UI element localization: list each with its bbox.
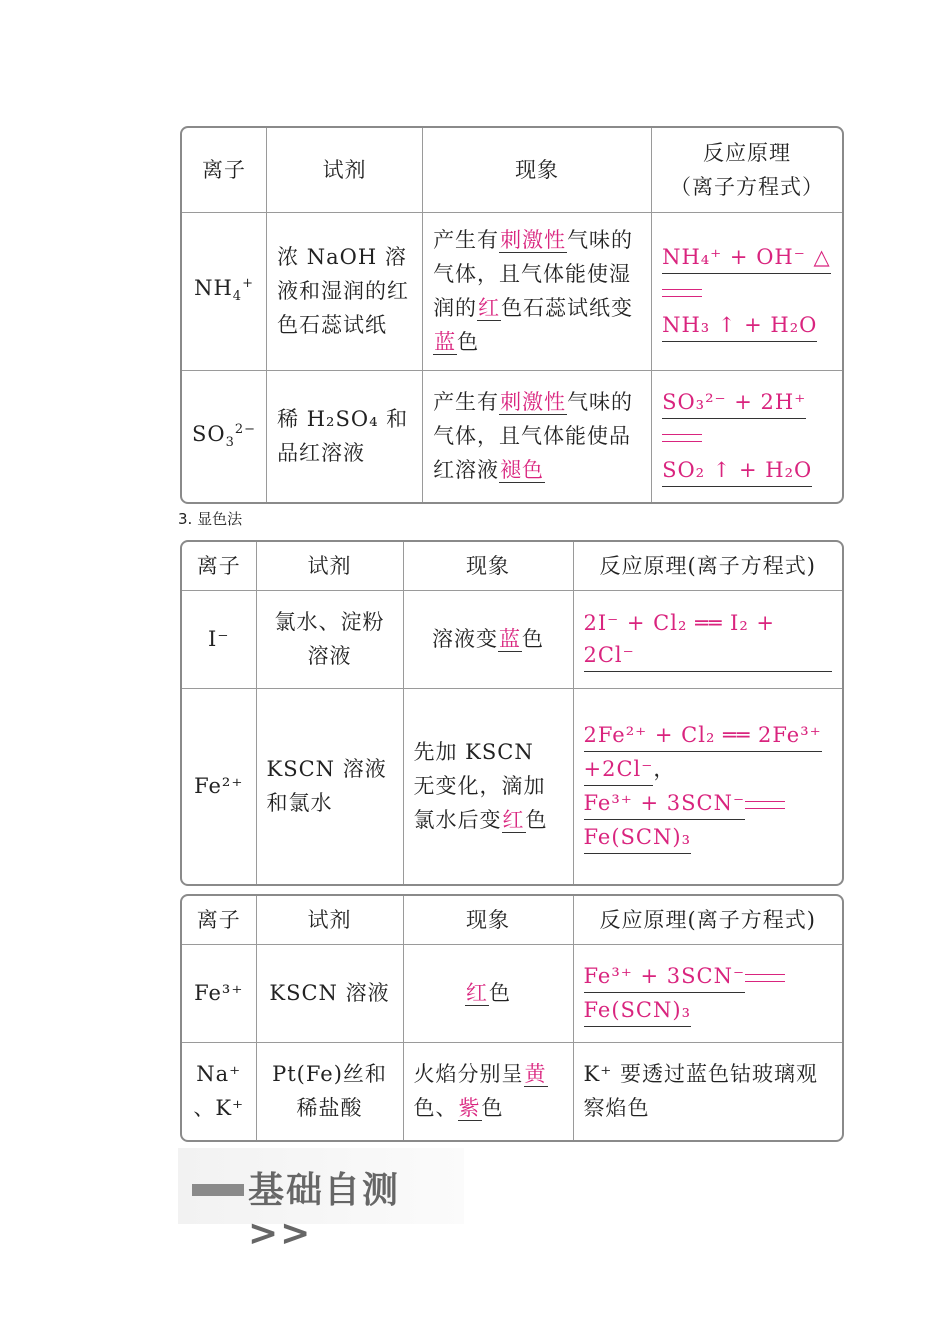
reagent-cell: Pt(Fe)丝和稀盐酸 xyxy=(256,1042,403,1140)
reagent-cell: KSCN 溶液 xyxy=(256,944,403,1042)
header-phenomenon: 现象 xyxy=(423,128,652,212)
equation-cell: NH₄⁺ + OH⁻ △ NH₃ ↑ + H₂O xyxy=(652,212,842,370)
phenomenon-cell: 先加 KSCN 无变化，滴加氯水后变红色 xyxy=(403,688,573,884)
ion-cell: Fe²⁺ xyxy=(182,688,256,884)
banner-bar xyxy=(192,1184,244,1196)
table-row xyxy=(182,1042,842,1140)
equation-cell: Fe³⁺ + 3SCN⁻ Fe(SCN)₃ xyxy=(573,944,842,1042)
note-cell: K⁺ 要透过蓝色钴玻璃观察焰色 xyxy=(573,1042,842,1140)
equation-cell: 2I⁻ + Cl₂ ══ I₂ + 2Cl⁻ xyxy=(573,590,842,688)
header-ion: 离子 xyxy=(182,896,256,944)
phenomenon-cell: 产生有刺激性气味的气体，且气体能使湿润的红色石蕊试纸变蓝色 xyxy=(423,212,652,370)
table-row xyxy=(182,688,842,884)
table-color-method xyxy=(180,540,844,886)
header-ion: 离子 xyxy=(182,542,256,590)
phenomenon-cell: 红色 xyxy=(403,944,573,1042)
header-reagent: 试剂 xyxy=(256,542,403,590)
phenomenon-cell: 溶液变蓝色 xyxy=(403,590,573,688)
header-reagent: 试剂 xyxy=(256,896,403,944)
ion-cell: Na⁺ 、K⁺ xyxy=(182,1042,256,1140)
ion-cell: Fe³⁺ xyxy=(182,944,256,1042)
ion-cell: $SO_3^{2-}$ xyxy=(182,370,267,502)
table-header-row xyxy=(182,128,842,212)
equation-cell: 2Fe²⁺ + Cl₂ ══ 2Fe³⁺ +2Cl⁻， Fe³⁺ + 3SCN⁻ Fe(SCN)₃ xyxy=(573,688,842,884)
header-principle: 反应原理(离子方程式) xyxy=(573,542,842,590)
header-phenomenon: 现象 xyxy=(403,542,573,590)
reagent-cell: KSCN 溶液和氯水 xyxy=(256,688,403,884)
section-banner xyxy=(178,1148,464,1254)
equation-cell: SO₃²⁻ + 2H⁺ SO₂ ↑ + H₂O xyxy=(652,370,842,502)
header-principle: 反应原理 （离子方程式） xyxy=(652,128,842,212)
table-row xyxy=(182,590,842,688)
phenomenon-cell: 产生有刺激性气味的气体，且气体能使品红溶液褪色 xyxy=(423,370,652,502)
table-row xyxy=(182,370,842,502)
table-row xyxy=(182,944,842,1042)
reagent-cell: 氯水、淀粉溶液 xyxy=(256,590,403,688)
table-header-row xyxy=(182,896,842,944)
header-phenomenon: 现象 xyxy=(403,896,573,944)
table-header-row xyxy=(182,542,842,590)
header-reagent: 试剂 xyxy=(267,128,423,212)
reagent-cell: 浓 NaOH 溶液和湿润的红色石蕊试纸 xyxy=(267,212,423,370)
ion-cell: $NH_4^+$ xyxy=(182,212,267,370)
banner-title: 基础自测>> xyxy=(248,1170,401,1254)
header-principle: 反应原理(离子方程式) xyxy=(573,896,842,944)
reagent-cell: 稀 H₂SO₄ 和品红溶液 xyxy=(267,370,423,502)
table-row xyxy=(182,212,842,370)
table-ion-gas xyxy=(180,126,844,504)
table-ion-color xyxy=(180,894,844,1142)
section-label: 3. 显色法 xyxy=(178,510,243,528)
ion-cell: I⁻ xyxy=(182,590,256,688)
header-ion: 离子 xyxy=(182,128,267,212)
phenomenon-cell: 火焰分别呈黄色、紫色 xyxy=(403,1042,573,1140)
